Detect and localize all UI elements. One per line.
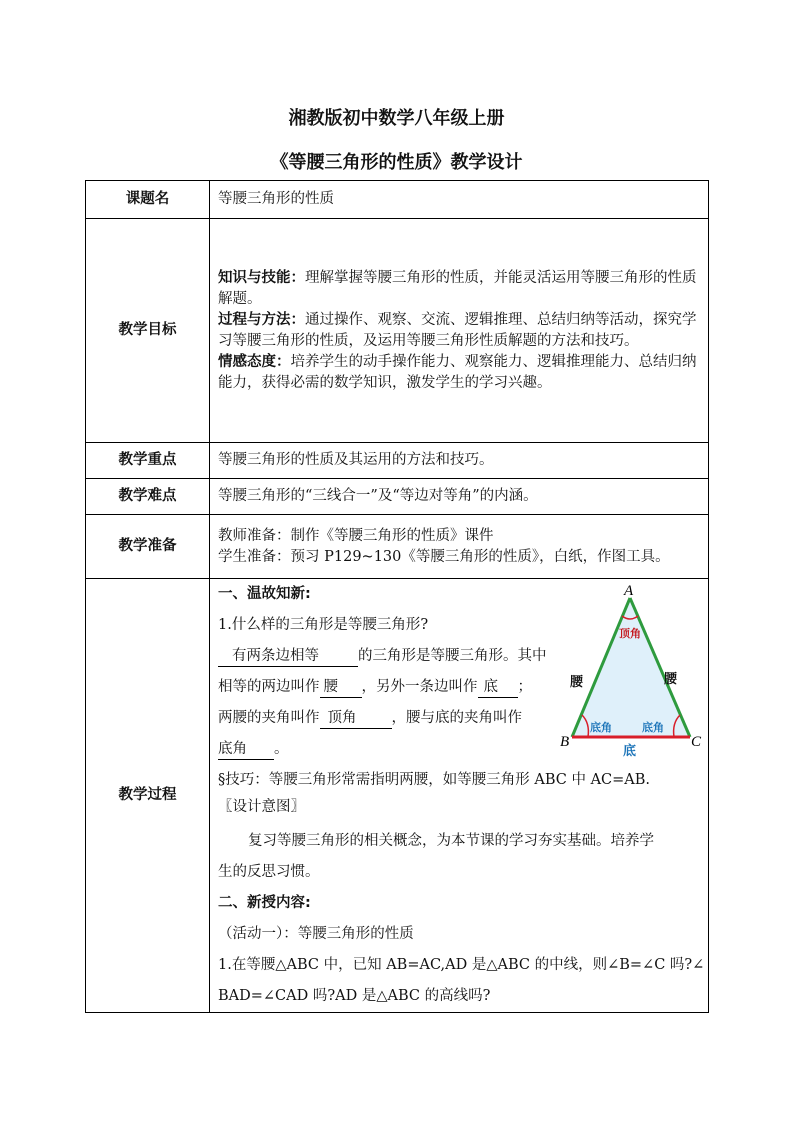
goal-knowledge (218, 268, 700, 310)
apex-angle-label: 顶角 (619, 627, 641, 640)
key-label: 教学重点 (86, 443, 210, 479)
answer-text-4: ； (517, 679, 532, 695)
difficulty-value: 等腰三角形的“三线合一”及“等边对等角”的内涵。 (210, 479, 709, 515)
design-intent-tag: 〖设计意图〗 (218, 799, 305, 815)
process-row (86, 579, 709, 1013)
tip-line: §技巧：等腰三角形常需指明两腰，如等腰三角形 ABC 中 AC=AB. (218, 772, 651, 788)
goals-label: 教学目标 (86, 219, 210, 443)
lesson-plan-table (85, 180, 709, 1013)
activity-one-title: （活动一）：等腰三角形的性质 (218, 926, 414, 942)
goals-row (86, 219, 709, 443)
goal-emotion-text: 培养学生的动手操作能力、观察能力、逻辑推理能力、总结归纳能力，获得必需的数学知识，激发学生的学习兴趣。 (218, 353, 697, 391)
design-intent-text-1: 复习等腰三角形的相关概念，为本节课的学习夯实基础。培养学 (248, 833, 654, 849)
goal-knowledge-text: 理解掌握等腰三角形的性质，并能灵活运用等腰三角形的性质解题。 (218, 269, 697, 307)
vertex-c-label: C (691, 734, 702, 750)
vertex-a-label: A (624, 583, 634, 599)
topic-row (86, 181, 709, 219)
left-base-angle-label: 底角 (590, 721, 612, 734)
goal-knowledge-head: 知识与技能： (218, 269, 305, 286)
topic-label: 课题名 (86, 181, 210, 219)
process-value (210, 579, 709, 1013)
review-section-heading: 一、温故知新: (218, 586, 311, 602)
answer-text-5: 两腰的夹角叫作 (218, 710, 320, 726)
right-base-angle-label: 底角 (642, 721, 664, 734)
goal-process (218, 310, 700, 352)
answer-blank-3: 底 (478, 677, 518, 698)
answer-blank-1: 有两条边相等 (218, 646, 358, 667)
goal-emotion-head: 情感态度： (218, 353, 291, 370)
prep-teacher: 教师准备：制作《等腰三角形的性质》课件 (218, 527, 494, 544)
base-label: 底 (623, 744, 637, 759)
isosceles-triangle-figure (560, 583, 700, 758)
vertex-b-label: B (560, 734, 570, 750)
difficulty-label: 教学难点 (86, 479, 210, 515)
question-2-line2: BAD=∠CAD 吗?AD 是△ABC 的高线吗? (218, 988, 491, 1004)
question-2-line1: 1.在等腰△ABC 中，已知 AB=AC,AD 是△ABC 的中线，则∠B=∠C 吗?∠ (218, 957, 705, 973)
new-content-heading: 二、新授内容: (218, 895, 311, 911)
answer-text-6: ，腰与底的夹角叫作 (391, 710, 522, 726)
prep-value (210, 515, 709, 579)
topic-value: 等腰三角形的性质 (210, 181, 709, 219)
goal-emotion (218, 352, 700, 394)
goals-value (210, 219, 709, 443)
process-label: 教学过程 (86, 579, 210, 1013)
goal-process-text: 通过操作、观察、交流、逻辑推理、总结归纳等活动，探究学习等腰三角形的性质，及运用等腰三角形性质解题的方法和技巧。 (218, 311, 697, 349)
key-value: 等腰三角形的性质及其运用的方法和技巧。 (210, 443, 709, 479)
prep-label: 教学准备 (86, 515, 210, 579)
prep-student: 学生准备：预习 P129~130《等腰三角形的性质》，白纸，作图工具。 (218, 548, 670, 565)
prep-row (86, 515, 709, 579)
answer-blank-5: 底角 (218, 739, 274, 760)
answer-blank-4: 顶角 (320, 708, 392, 729)
answer-text-3: ，另外一条边叫作 (361, 679, 478, 695)
right-leg-label: 腰 (664, 672, 678, 687)
review-question-1: 1.什么样的三角形是等腰三角形? (218, 617, 429, 633)
key-row (86, 443, 709, 479)
answer-text-2: 相等的两边叫作 (218, 679, 320, 695)
difficulty-row (86, 479, 709, 515)
document-title: 湘教版初中数学八年级上册 (288, 108, 505, 129)
goal-process-head: 过程与方法： (218, 311, 305, 328)
document-subtitle: 《等腰三角形的性质》教学设计 (270, 152, 523, 173)
left-leg-label: 腰 (570, 675, 584, 690)
answer-text-7: 。 (274, 741, 289, 757)
answer-blank-2: 腰 (320, 677, 362, 698)
design-intent-text-2: 生的反思习惯。 (218, 864, 320, 880)
answer-text-1: 的三角形是等腰三角形。其中 (358, 648, 547, 664)
